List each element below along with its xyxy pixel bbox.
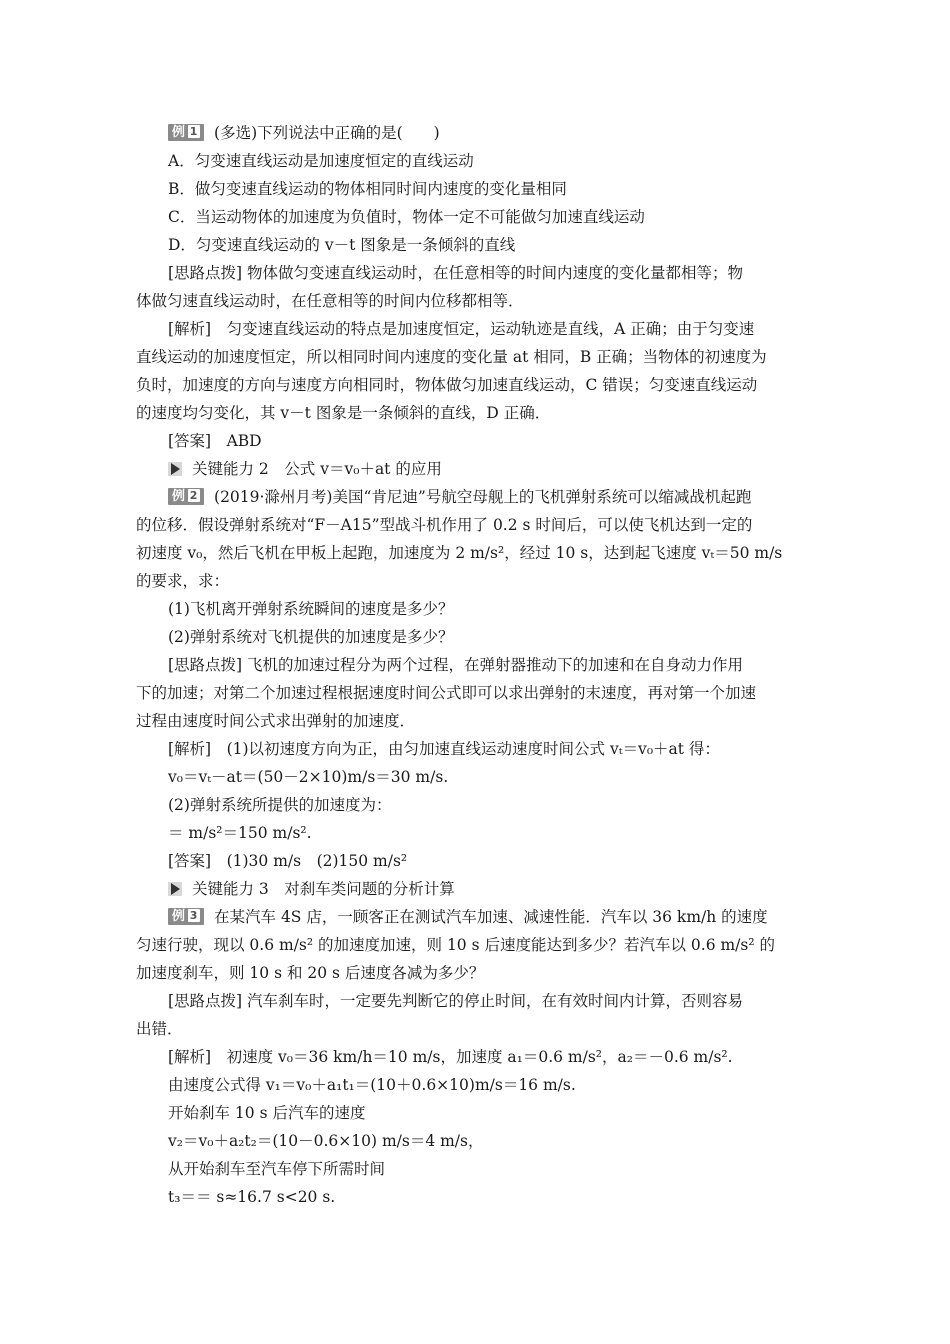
line-text: 匀速行驶，现以 0.6 m/s² 的加速度加速，则 10 s 后速度能达到多少？若汽车以 0.6 m/s² 的 (136, 936, 775, 954)
text-line (136, 623, 816, 651)
section-heading (136, 455, 816, 483)
example-heading (136, 119, 816, 147)
text-line (136, 1183, 816, 1211)
text-line (136, 791, 816, 819)
play-triangle-icon (168, 462, 182, 476)
line-text: 在某汽车 4S 店，一顾客正在测试汽车加速、减速性能．汽车以 36 km/h 的速度 (214, 908, 768, 926)
text-line (136, 343, 816, 371)
line-text: v₀＝vₜ－at＝(50－2×10)m/s＝30 m/s. (168, 768, 449, 786)
text-line (136, 763, 816, 791)
text-line (136, 567, 816, 595)
line-text: (2019·滁州月考)美国“肯尼迪”号航空母舰上的飞机弹射系统可以缩减战机起跑 (214, 488, 752, 506)
example-badge (168, 908, 204, 925)
line-text: 加速度刹车，则 10 s 和 20 s 后速度各减为多少？ (136, 964, 485, 982)
line-text: D．匀变速直线运动的 v－t 图象是一条倾斜的直线 (168, 236, 516, 254)
line-text: 关键能力 2 公式 v＝v₀＋at 的应用 (192, 460, 442, 478)
line-text: 负时，加速度的方向与速度方向相同时，物体做匀加速直线运动，C 错误；匀变速直线运动 (136, 376, 758, 394)
text-line (136, 847, 816, 875)
text-line (136, 175, 816, 203)
line-text: (多选)下列说法中正确的是( ) (214, 124, 440, 142)
text-line (136, 931, 816, 959)
line-text: B．做匀变速直线运动的物体相同时间内速度的变化量相同 (168, 180, 567, 198)
line-text: t₃＝＝ s≈16.7 s<20 s. (168, 1188, 336, 1206)
text-line (136, 1099, 816, 1127)
line-text: 关键能力 3 对刹车类问题的分析计算 (192, 880, 455, 898)
example-badge (168, 488, 204, 505)
text-line (136, 595, 816, 623)
example-heading (136, 903, 816, 931)
line-text: 体做匀速直线运动时，在任意相等的时间内位移都相等． (136, 292, 524, 310)
line-text: 由速度公式得 v₁＝v₀＋a₁t₁＝(10＋0.6×10)m/s＝16 m/s. (168, 1076, 576, 1094)
text-line (136, 399, 816, 427)
line-text: 的要求，求： (136, 572, 230, 590)
play-triangle-icon (168, 882, 182, 896)
example-badge-number: 3 (189, 909, 199, 922)
line-text: [思路点拨] 汽车刹车时，一定要先判断它的停止时间，在有效时间内计算，否则容易 (168, 992, 744, 1010)
line-text: 开始刹车 10 s 后汽车的速度 (168, 1104, 366, 1122)
text-line (136, 539, 816, 567)
example-badge-label: 例 (172, 489, 187, 504)
text-line (136, 511, 816, 539)
text-line (136, 735, 816, 763)
line-text: [答案] ABD (168, 432, 262, 450)
line-text: ＝ m/s²＝150 m/s². (168, 824, 312, 842)
text-line (136, 1071, 816, 1099)
text-line (136, 707, 816, 735)
line-text: (2)弹射系统对飞机提供的加速度是多少？ (168, 628, 454, 646)
line-text: [解析] 初速度 v₀＝36 km/h＝10 m/s，加速度 a₁＝0.6 m/s²，a₂＝－0.6 m/s². (168, 1048, 733, 1066)
line-text: C．当运动物体的加速度为负值时，物体一定不可能做匀加速直线运动 (168, 208, 645, 226)
line-text: v₂＝v₀＋a₂t₂＝(10－0.6×10) m/s＝4 m/s， (168, 1132, 484, 1150)
line-text: 初速度 v₀，然后飞机在甲板上起跑，加速度为 2 m/s²，经过 10 s，达到起飞速度 vₜ＝50 m/s (136, 544, 783, 562)
example-badge-number: 2 (189, 489, 199, 502)
text-line (136, 287, 816, 315)
example-badge (168, 124, 204, 141)
example-badge-label: 例 (172, 125, 187, 140)
text-line (136, 1127, 816, 1155)
section-heading (136, 875, 816, 903)
line-text: 的位移．假设弹射系统对“F－A15”型战斗机作用了 0.2 s 时间后，可以使飞机达到一定的 (136, 516, 753, 534)
line-text: [解析] (1)以初速度方向为正，由匀加速直线运动速度时间公式 vₜ＝v₀＋at 得： (168, 740, 720, 758)
line-text: [解析] 匀变速直线运动的特点是加速度恒定，运动轨迹是直线，A 正确；由于匀变速 (168, 320, 755, 338)
line-text: [答案] (1)30 m/s (2)150 m/s² (168, 852, 408, 870)
text-line (136, 959, 816, 987)
text-line (136, 819, 816, 847)
line-text: (2)弹射系统所提供的加速度为： (168, 796, 392, 814)
text-line (136, 427, 816, 455)
line-text: 直线运动的加速度恒定，所以相同时间内速度的变化量 at 相同，B 正确；当物体的初速度为 (136, 348, 767, 366)
line-text: (1)飞机离开弹射系统瞬间的速度是多少？ (168, 600, 454, 618)
line-text: 的速度均匀变化，其 v－t 图象是一条倾斜的直线，D 正确． (136, 404, 551, 422)
example-badge-label: 例 (172, 909, 187, 924)
text-line (136, 231, 816, 259)
text-line (136, 1043, 816, 1071)
text-line (136, 1015, 816, 1043)
example-badge-number: 1 (189, 125, 199, 138)
text-line (136, 987, 816, 1015)
example-heading (136, 483, 816, 511)
text-line (136, 315, 816, 343)
text-line (136, 1155, 816, 1183)
text-line (136, 259, 816, 287)
line-text: 下的加速；对第二个加速过程根据速度时间公式即可以求出弹射的末速度，再对第一个加速 (136, 684, 757, 702)
line-text: 过程由速度时间公式求出弹射的加速度． (136, 712, 416, 730)
text-line (136, 147, 816, 175)
line-text: A．匀变速直线运动是加速度恒定的直线运动 (168, 152, 474, 170)
text-line (136, 651, 816, 679)
document-body (136, 119, 816, 1211)
line-text: [思路点拨] 飞机的加速过程分为两个过程，在弹射器推动下的加速和在自身动力作用 (168, 656, 744, 674)
text-line (136, 679, 816, 707)
line-text: 出错． (136, 1020, 183, 1038)
line-text: 从开始刹车至汽车停下所需时间 (168, 1160, 386, 1178)
text-line (136, 203, 816, 231)
text-line (136, 371, 816, 399)
line-text: [思路点拨] 物体做匀变速直线运动时，在任意相等的时间内速度的变化量都相等；物 (168, 264, 744, 282)
